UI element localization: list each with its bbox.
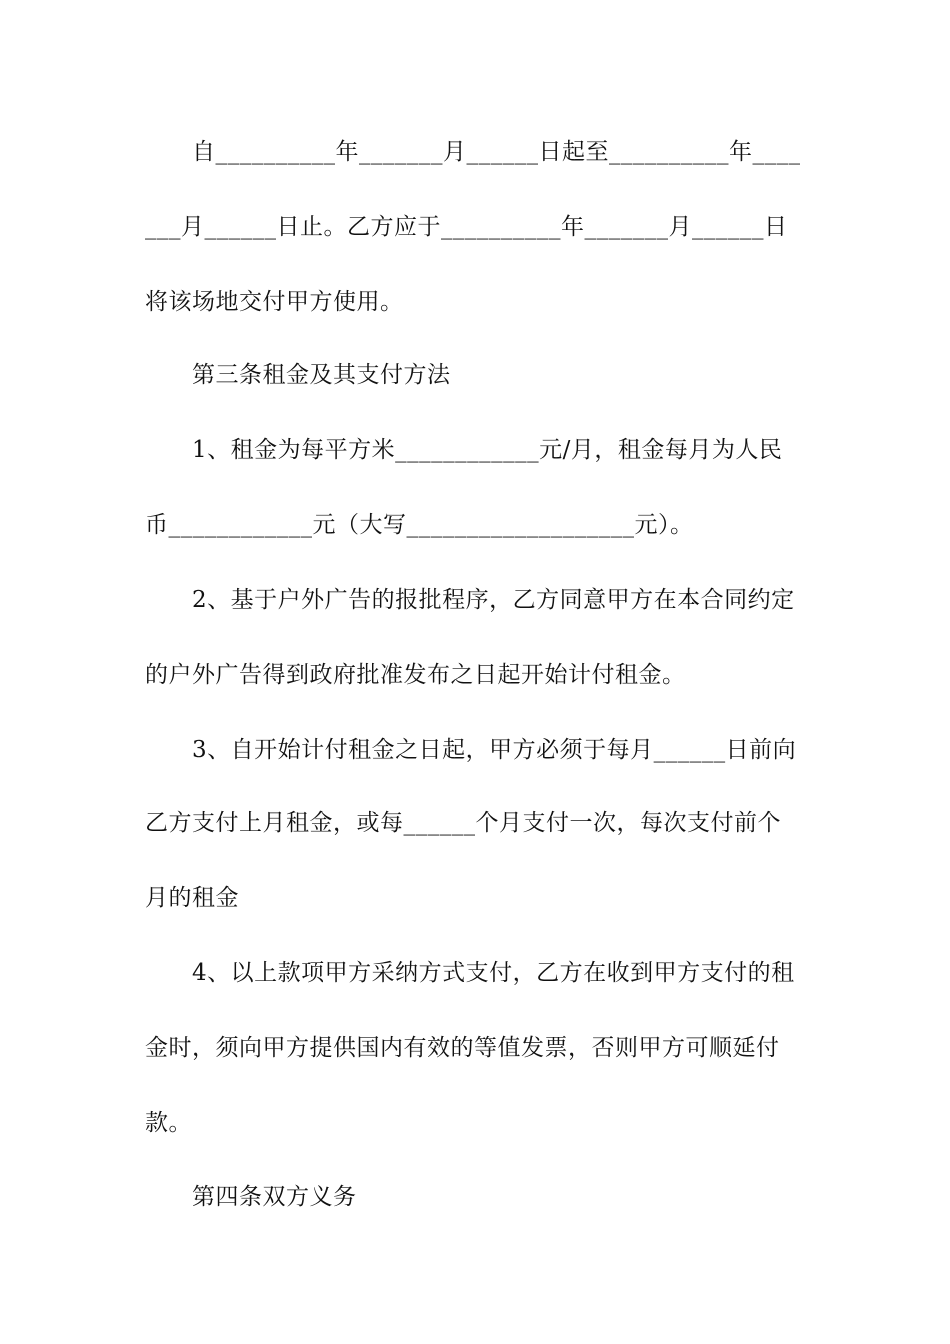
paragraph-line: 将该场地交付甲方使用。 (145, 289, 404, 315)
section-heading: 第三条租金及其支付方法 (192, 362, 451, 388)
paragraph-line: 月的租金 (145, 885, 239, 911)
paragraph-line: 自__________年_______月______日起至__________年____ (192, 139, 801, 165)
paragraph-line: 3、自开始计付租金之日起，甲方必须于每月______日前向 (192, 737, 797, 763)
paragraph-line: 乙方支付上月租金，或每______个月支付一次，每次支付前个 (145, 810, 781, 836)
paragraph-line: 币____________元（大写___________________元）。 (145, 512, 694, 538)
paragraph-line: 的户外广告得到政府批准发布之日起开始计付租金。 (145, 662, 686, 688)
paragraph-line: 2、基于户外广告的报批程序，乙方同意甲方在本合同约定 (192, 587, 795, 613)
paragraph-line: 1、租金为每平方米____________元/月，租金每月为人民 (192, 437, 783, 463)
paragraph-line: 4、以上款项甲方采纳方式支付，乙方在收到甲方支付的租 (192, 960, 795, 986)
paragraph-line: ___月______日止。乙方应于__________年_______月______日 (145, 214, 788, 240)
section-heading: 第四条双方义务 (192, 1184, 357, 1210)
paragraph-line: 款。 (145, 1110, 192, 1136)
paragraph-line: 金时，须向甲方提供国内有效的等值发票，否则甲方可顺延付 (145, 1035, 780, 1061)
